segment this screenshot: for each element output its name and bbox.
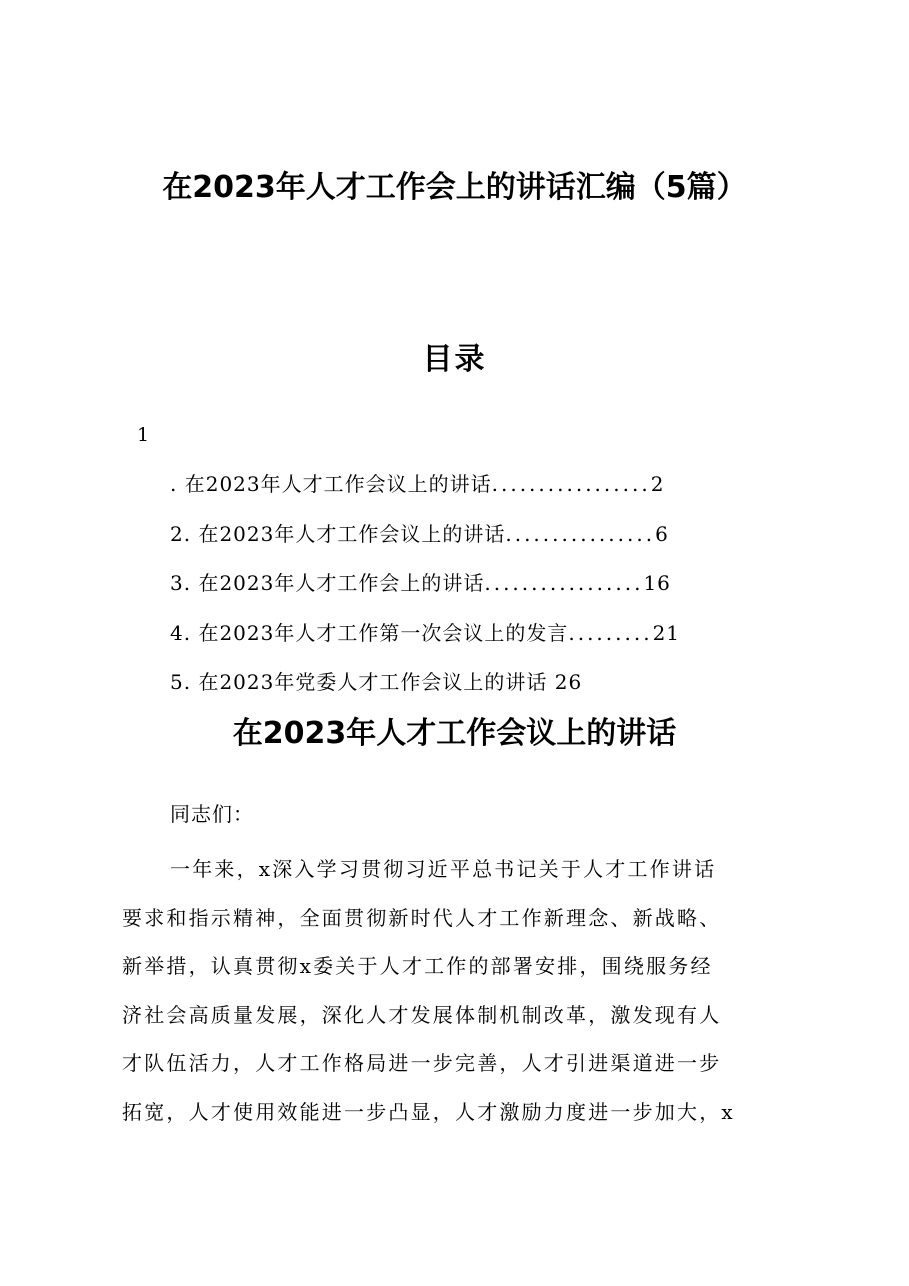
toc-entry-number: 3. — [170, 571, 199, 595]
toc-entry-page: 16 — [643, 571, 671, 595]
body-line: 济社会高质量发展，深化人才发展体制机制改革，激发现有人 — [122, 1002, 722, 1027]
toc-entry[interactable] — [170, 567, 760, 617]
body-line: 一年来，x深入学习贯彻习近平总书记关于人才工作讲话 — [170, 857, 717, 881]
toc-orphan-number: 1 — [137, 424, 150, 446]
table-of-contents — [170, 468, 760, 716]
toc-entry-number: 4. — [170, 620, 199, 645]
toc-entry-page: 6 — [655, 521, 669, 546]
toc-entry-number: 5. — [170, 670, 199, 694]
salutation: 同志们： — [170, 802, 254, 826]
toc-entry-title: 在2023年人才工作会议上的讲话 — [184, 472, 492, 496]
toc-entry-page: 2 — [650, 472, 665, 496]
body-line: 新举措，认真贯彻x委关于人才工作的部署安排，围绕服务经 — [122, 954, 713, 978]
document-main-title: 在2023年人才工作会上的讲话汇编（5篇） — [162, 170, 747, 205]
toc-heading: 目录 — [422, 342, 487, 377]
toc-entry-title: 在2023年人才工作会上的讲话 — [198, 571, 485, 595]
body-line: 才队伍活力，人才工作格局进一步完善，人才引进渠道进一步 — [122, 1051, 722, 1075]
toc-leader-dots: ................. — [491, 472, 651, 496]
toc-entry-title: 在2023年党委人才工作会议上的讲话 — [198, 670, 548, 694]
toc-entry-page: 21 — [652, 620, 681, 645]
toc-entry[interactable] — [170, 518, 760, 568]
body-line: 要求和指示精神，全面贯彻新时代人才工作新理念、新战略、 — [122, 905, 722, 930]
toc-entry[interactable] — [170, 617, 760, 667]
toc-entry-page: 26 — [554, 670, 583, 694]
toc-entry[interactable] — [170, 468, 760, 518]
toc-entry-number: . — [170, 472, 185, 496]
toc-entry-title: 在2023年人才工作会议上的讲话 — [198, 521, 506, 546]
body-line: 拓宽，人才使用效能进一步凸显，人才激励力度进一步加大，x — [122, 1099, 735, 1124]
toc-entry-title: 在2023年人才工作第一次会议上的发言 — [198, 620, 569, 645]
toc-leader-dots: ................. — [484, 571, 644, 595]
toc-leader-dots: ......... — [568, 620, 653, 645]
toc-entry-number: 2. — [170, 521, 199, 546]
toc-leader-space — [547, 670, 554, 694]
section-title: 在2023年人才工作会议上的讲话 — [232, 716, 677, 751]
toc-leader-dots: ................ — [505, 521, 656, 546]
body-paragraph — [122, 845, 798, 1136]
